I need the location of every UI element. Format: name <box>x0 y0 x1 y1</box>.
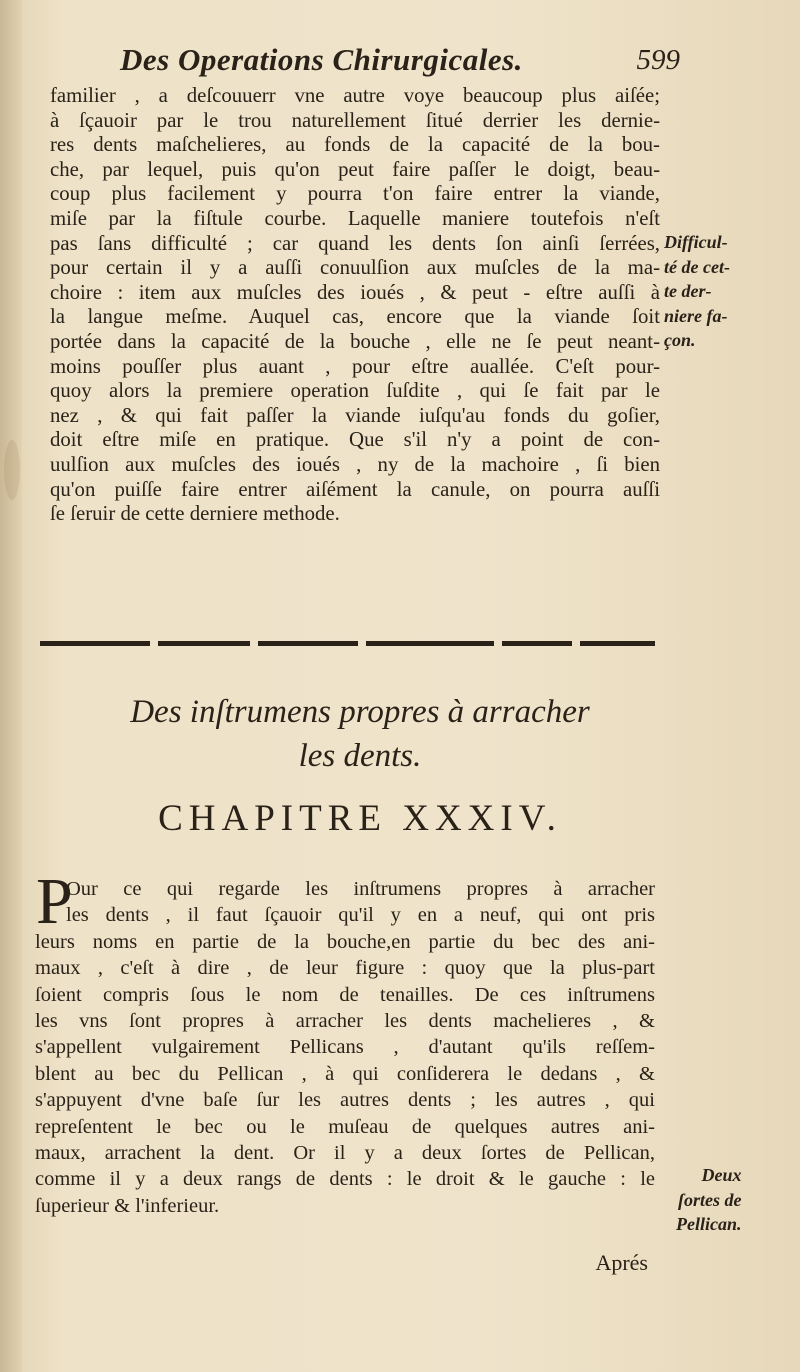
catchword: Aprés <box>595 1250 648 1275</box>
text-line: che, par lequel, puis qu'on peut faire paſſer le doigt, beau- <box>50 157 660 181</box>
margin-note-line: niere fa- <box>664 305 728 326</box>
text-line: blent au bec du Pellican , à qui conſiderera le dedans , & <box>35 1062 655 1085</box>
chapter-number: CHAPITRE XXXIV. <box>158 798 562 839</box>
margin-note-difficulty <box>664 230 730 353</box>
chapter-heading <box>60 690 660 778</box>
text-line: ſuperieur & l'inferieur. <box>35 1194 220 1217</box>
text-line: ſoient compris ſous le nom de tenailles. De ces inſtrumens <box>35 983 655 1006</box>
text-line: les vns ſont propres à arracher les dents machelieres , & <box>35 1010 655 1033</box>
text-line: leurs noms en partie de la bouche,en partie du bec des ani- <box>35 930 655 953</box>
text-line: la langue meſme. Auquel cas, encore que la viande ſoit <box>50 305 660 329</box>
text-line: les dents , il faut ſçauoir qu'il y en a neuf, qui ont pris <box>66 904 655 927</box>
chapter-heading-line: les dents. <box>298 738 422 774</box>
drop-cap: P <box>36 865 73 938</box>
running-head <box>120 42 680 82</box>
chapter-heading-line: Des inſtrumens propres à arracher <box>130 694 590 730</box>
section-divider-rule <box>40 641 655 649</box>
text-line: Our ce qui regarde les inſtrumens propres à arracher <box>66 878 655 900</box>
margin-note-line: ſortes de <box>678 1189 742 1210</box>
page-gutter <box>0 0 22 1372</box>
text-line: nez , & qui fait paſſer la viande iuſqu'au fonds du goſier, <box>50 403 660 427</box>
text-line: quoy alors la premiere operation ſuſdite , qui ſe fait par le <box>50 379 660 403</box>
text-line: choire : item aux muſcles des ioués , & peut - eſtre auſſi à <box>50 280 660 304</box>
text-line: pour certain il y a auſſi conuulſion aux muſcles de la ma- <box>50 256 660 280</box>
running-title: Des Operations Chirurgicales. <box>120 42 523 77</box>
text-line: portée dans la capacité de la bouche , elle ne ſe peut neant- <box>50 329 660 353</box>
text-line: familier , a deſcouuerr vne autre voye beaucoup plus aiſée; <box>50 84 660 107</box>
text-line: res dents maſchelieres, au fonds de la capacité de la bou- <box>50 133 660 157</box>
text-line: qu'on puiſſe faire entrer aiſément la canule, on pourra auſſi <box>50 477 660 501</box>
text-line: s'appuyent d'vne baſe ſur les autres dents ; les autres , qui <box>35 1089 655 1112</box>
margin-note-pellican <box>676 1163 742 1237</box>
text-line: à ſçauoir par le trou naturellement ſitué derrier les dernie- <box>50 108 660 132</box>
margin-note-line: Deux <box>701 1165 742 1185</box>
text-line: repreſentent le bec ou le muſeau de quelques autres ani- <box>35 1115 655 1138</box>
text-line: uulſion aux muſcles des ioués , ny de la machoire , ſi bien <box>50 452 660 476</box>
text-line: pas ſans difficulté ; car quand les dents ſon ainſi ſerrées, <box>50 231 660 255</box>
margin-note-line: té de cet- <box>664 256 730 277</box>
margin-note-line: çon. <box>664 330 696 351</box>
text-line: maux, arrachent la dent. Or il y a deux ſortes de Pellican, <box>35 1142 655 1165</box>
text-line: miſe par la fiſtule courbe. Laquelle maniere toutefois n'eſt <box>50 206 660 230</box>
section1-text <box>50 84 660 527</box>
text-line: ſe ſeruir de cette derniere methode. <box>50 502 340 526</box>
margin-note-line: te der- <box>664 281 712 302</box>
margin-note-line: Pellican. <box>676 1214 742 1235</box>
text-line: moins pouſſer plus auant , pour eſtre auallée. C'eſt pour- <box>50 354 660 378</box>
text-line: maux , c'eſt à dire , de leur figure : quoy que la plus-part <box>35 957 655 980</box>
margin-note-line: Difficul- <box>664 232 728 252</box>
paper-stain <box>4 440 20 500</box>
text-line: doit eſtre miſe en pratique. Que s'il n'y a point de con- <box>50 428 660 452</box>
text-line: comme il y a deux rangs de dents : le droit & le gauche : le <box>35 1168 655 1191</box>
text-line: coup plus facilement y pourra t'on faire entrer la viande, <box>50 182 660 206</box>
page-number: 599 <box>636 44 680 76</box>
chapter-text <box>35 876 655 1219</box>
text-line: s'appellent vulgairement Pellicans , d'autant qu'ils reſſem- <box>35 1036 655 1059</box>
